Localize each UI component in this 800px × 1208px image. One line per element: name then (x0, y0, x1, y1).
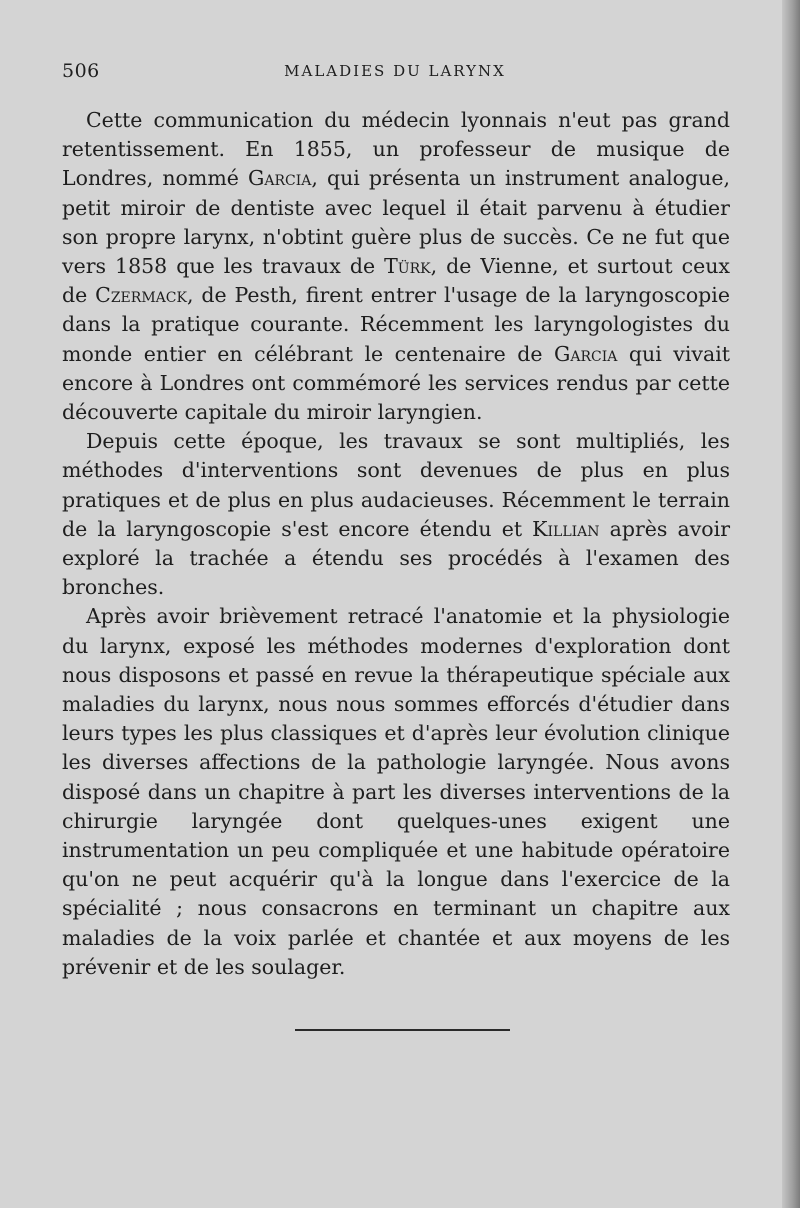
body-text (62, 106, 730, 982)
page-header (62, 60, 728, 90)
page-edge-shadow (782, 0, 800, 1208)
text-run: Depuis cette époque, les travaux se sont multipliés, les méthodes d'interventions sont devenues de plus en plus pratiques et de plus en plus audacieuses. Récemment le terrain de la laryngoscopie s'est encore étendu et (62, 429, 730, 541)
author-name: Garcia (247, 166, 312, 191)
paragraph (62, 427, 730, 602)
text-run: , de Vienne, et surtout ceux de (62, 254, 730, 308)
text-run: qui vivait encore à Londres ont commémoré les services rendus par cette découverte capitale du miroir laryngien. (62, 341, 730, 425)
text-run: , de Pesth, firent entrer l'usage de la laryngoscopie dans la pratique courante. Récemment les laryngologistes du monde entier en célébrant le centenaire de (62, 283, 730, 366)
author-name: Garcia (554, 341, 618, 366)
section-end-rule (295, 1029, 510, 1031)
text-run: Après avoir brièvement retracé l'anatomie et la physiologie du larynx, exposé les méthodes modernes d'exploration dont nous disposons et passé en revue la thérapeutique spéciale aux maladies du larynx, nous nous sommes efforcés d'étudier dans leurs types les plus classiques et d'après leur évolution clinique les diverses affections de la pathologie laryngée. Nous avons disposé dans un chapitre à part les diverses interventions de la chirurgie laryngée dont quelques-unes exigent une instrumentation un peu compliquée et une habitude opératoire qu'on ne peut acquérir qu'à la longue dans l'exercice de la spécialité ; nous consacrons en terminant un chapitre aux maladies de la voix parlée et chantée et aux moyens de les prévenir et de les soulager. (62, 604, 730, 979)
paragraph (62, 106, 730, 427)
page-number: 506 (62, 60, 100, 82)
running-title: MALADIES DU LARYNX (284, 62, 506, 80)
author-name: Czermack (95, 283, 187, 308)
text-run: Cette communication du médecin lyonnais n'eut pas grand retentissement. En 1855, un professeur de musique de Londres, nommé (62, 108, 730, 191)
author-name: Killian (532, 516, 600, 541)
paragraph (62, 602, 730, 982)
text-run: , qui présenta un instrument analogue, petit miroir de dentiste avec lequel il était parvenu à étudier son propre larynx, n'obtint guère plus de succès. Ce ne fut que vers 1858 que les travaux de (62, 166, 730, 279)
author-name: Türk (384, 254, 431, 279)
text-run: après avoir exploré la trachée a étendu ses procédés à l'examen des bronches. (62, 516, 730, 600)
